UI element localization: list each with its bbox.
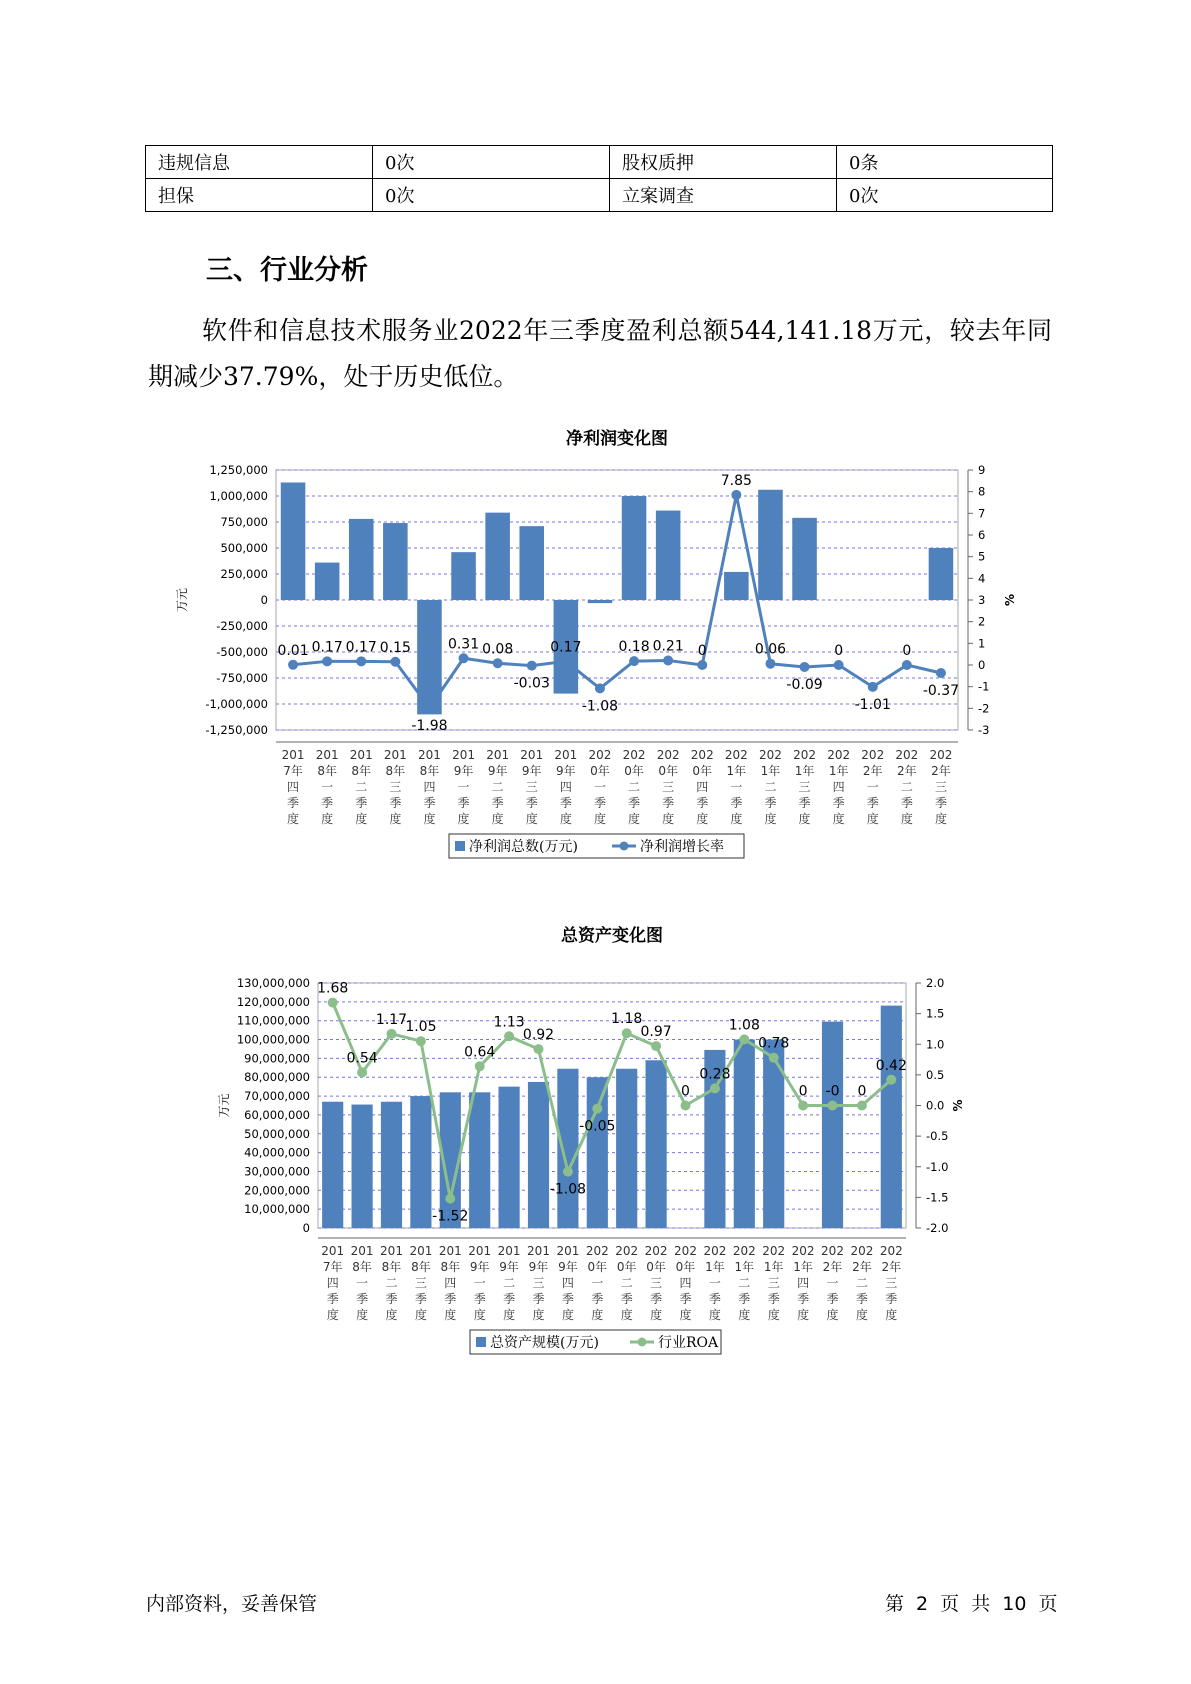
table-row [146, 179, 1053, 212]
line-point [416, 1036, 426, 1046]
bar [656, 511, 681, 600]
chart-title: 总资产变化图 [561, 926, 663, 946]
right-tick-label: 8 [978, 484, 986, 499]
data-label: 0 [697, 643, 707, 659]
line-point [356, 656, 366, 666]
data-label: -0.03 [513, 675, 550, 692]
data-label: 1.13 [493, 1014, 525, 1031]
data-label: -0.05 [579, 1118, 616, 1135]
left-tick-label: 500,000 [220, 541, 268, 555]
left-tick-label: 20,000,000 [244, 1183, 310, 1198]
x-tick-label: 202 2年二季度 [850, 1244, 874, 1322]
line-point [769, 1053, 779, 1063]
right-tick-label: 1.5 [926, 1006, 945, 1021]
x-tick-label: 201 8年一季度 [350, 1244, 374, 1322]
data-label: 0 [681, 1083, 690, 1100]
left-tick-label: 90,000,000 [244, 1051, 310, 1066]
line-point [561, 656, 571, 666]
x-tick-label: 201 7年四季度 [281, 748, 305, 826]
bar [469, 1092, 490, 1228]
line-point [445, 1194, 455, 1204]
legend-bar-swatch [455, 841, 465, 851]
line-point [504, 1031, 514, 1041]
right-axis-label: % [1003, 593, 1017, 607]
line-point [622, 1028, 632, 1038]
x-tick-label: 202 0年二季度 [622, 748, 646, 826]
x-tick-label: 202 1年二季度 [758, 748, 782, 826]
x-tick-label: 202 2年一季度 [861, 748, 885, 826]
net-profit-chart [0, 420, 1191, 880]
data-label: 0.78 [758, 1035, 790, 1052]
bar [528, 1082, 549, 1228]
line-point [534, 1044, 544, 1054]
x-tick-label: 202 1年二季度 [732, 1244, 756, 1322]
bar [557, 1069, 578, 1228]
line-point [595, 683, 605, 693]
data-label: 0.64 [464, 1044, 496, 1061]
line-point [322, 656, 332, 666]
left-axis-label: 万元 [217, 1093, 231, 1118]
x-tick-label: 202 0年三季度 [656, 748, 680, 826]
left-axis-label: 万元 [175, 587, 189, 613]
x-tick-label: 201 9年四季度 [556, 1244, 580, 1322]
right-tick-label: 6 [978, 528, 986, 542]
line-point [681, 1101, 691, 1111]
data-label: 1.68 [317, 980, 349, 997]
bar [451, 552, 476, 600]
right-tick-label: -2 [978, 701, 990, 716]
x-tick-label: 202 0年三季度 [644, 1244, 668, 1322]
right-tick-label: 1 [978, 636, 986, 651]
x-tick-label: 201 9年一季度 [468, 1244, 492, 1322]
data-label: 0.92 [522, 1027, 555, 1044]
line-point [828, 1101, 838, 1111]
right-tick-label: 0.5 [926, 1067, 945, 1082]
bar [281, 482, 306, 600]
right-tick-label: -1 [978, 679, 990, 694]
left-tick-label: 110,000,000 [236, 1013, 310, 1028]
x-tick-label: 202 2年一季度 [821, 1244, 844, 1322]
legend-line-marker [638, 1338, 647, 1347]
line-point [651, 1041, 661, 1051]
right-tick-label: 1.0 [926, 1037, 945, 1052]
data-label: 0.42 [875, 1057, 907, 1074]
line-point [357, 1067, 367, 1077]
data-label: 0.17 [550, 639, 582, 656]
left-tick-label: 130,000,000 [236, 976, 310, 990]
data-label: 0.01 [277, 642, 309, 659]
right-tick-label: 2 [978, 614, 986, 629]
x-tick-label: 202 0年一季度 [585, 1244, 609, 1322]
line-point [834, 660, 844, 670]
table-cell: 0次 [373, 179, 610, 212]
bar [322, 1102, 343, 1228]
table-cell: 0条 [837, 146, 1053, 179]
line-point [765, 659, 775, 669]
bar [383, 523, 408, 600]
line-point [936, 668, 946, 678]
x-tick-label: 201 9年二季度 [486, 748, 510, 826]
left-tick-label: 60,000,000 [244, 1107, 310, 1122]
data-label: 1.17 [375, 1011, 408, 1028]
right-tick-label: -0.5 [926, 1129, 949, 1144]
left-tick-label: 70,000,000 [244, 1089, 310, 1104]
bar [929, 548, 954, 600]
analysis-paragraph: 软件和信息技术服务业2022年三季度盈利总额544,141.18万元，较去年同期减少37.79%，处于历史低位。 [148, 316, 1052, 391]
data-label: 0.21 [652, 638, 684, 655]
x-tick-label: 201 8年二季度 [380, 1244, 403, 1322]
left-tick-label: 750,000 [220, 515, 268, 529]
data-label: 0.17 [311, 639, 343, 656]
info-table [145, 145, 1053, 212]
left-tick-label: 0 [260, 593, 268, 607]
line-point [629, 656, 639, 666]
bar [646, 1060, 667, 1228]
line-point [475, 1061, 485, 1071]
right-axis-label: % [951, 1099, 965, 1112]
data-label: 0 [834, 643, 844, 659]
line-point [328, 998, 338, 1008]
data-label: 1.08 [728, 1017, 760, 1034]
data-label: -1.08 [549, 1181, 587, 1198]
x-tick-label: 202 1年三季度 [793, 748, 817, 826]
x-tick-label: 202 1年四季度 [827, 748, 851, 826]
x-tick-label: 202 0年四季度 [690, 748, 714, 826]
left-tick-label: 50,000,000 [244, 1126, 310, 1141]
bar [381, 1102, 402, 1228]
line-point [288, 660, 298, 670]
bar [349, 519, 374, 600]
data-label: 0.28 [699, 1066, 731, 1083]
line-point [902, 660, 912, 670]
bar [352, 1105, 373, 1228]
data-label: 0.97 [640, 1024, 672, 1041]
x-tick-label: 201 7年四季度 [321, 1244, 345, 1322]
data-label: 7.85 [720, 472, 752, 489]
x-tick-label: 201 9年二季度 [497, 1244, 521, 1322]
line-point [798, 1101, 808, 1111]
bar [792, 518, 817, 600]
right-tick-label: 3 [978, 593, 986, 607]
data-label: 0.17 [345, 639, 377, 656]
x-tick-label: 201 9年四季度 [554, 748, 578, 826]
bar [822, 1022, 843, 1228]
page-number: 第 2 页 共 10 页 [885, 1593, 1058, 1615]
data-label: 0.54 [346, 1050, 378, 1067]
left-tick-label: 80,000,000 [244, 1070, 310, 1085]
table-cell: 违规信息 [146, 146, 373, 179]
data-label: 0 [798, 1083, 808, 1100]
line-point [390, 657, 400, 667]
x-tick-label: 201 8年二季度 [349, 748, 373, 826]
data-label: 0.18 [618, 639, 650, 656]
right-tick-label: -3 [978, 723, 990, 737]
line-point [857, 1101, 867, 1111]
section-title: 三、行业分析 [206, 255, 368, 286]
line-point [886, 1075, 896, 1085]
data-label: 0.15 [379, 639, 411, 656]
right-tick-label: 9 [978, 463, 986, 477]
line-point [663, 655, 673, 665]
line-point [493, 658, 503, 668]
right-tick-label: -2.0 [926, 1221, 949, 1235]
data-label: 0.06 [754, 641, 787, 658]
legend-bar-label: 净利润总数(万元) [469, 839, 578, 855]
data-label: -0.37 [922, 683, 960, 700]
chart-title: 净利润变化图 [566, 429, 668, 449]
line-point [592, 1104, 602, 1114]
x-tick-label: 201 8年三季度 [409, 1244, 433, 1322]
right-tick-label: 4 [978, 571, 986, 586]
x-tick-label: 201 8年一季度 [315, 748, 339, 826]
data-label: -1.08 [581, 698, 619, 715]
left-tick-label: 100,000,000 [236, 1032, 310, 1047]
bar [485, 513, 510, 600]
footer-note: 内部资料，妥善保管 [146, 1593, 318, 1615]
x-tick-label: 202 2年三季度 [929, 748, 953, 826]
x-tick-label: 202 0年四季度 [674, 1244, 697, 1322]
left-tick-label: 1,250,000 [209, 463, 268, 477]
left-tick-label: -250,000 [216, 619, 268, 633]
bar [315, 563, 340, 600]
x-tick-label: 201 8年三季度 [383, 748, 407, 826]
line-point [387, 1029, 397, 1039]
right-tick-label: -1.0 [926, 1159, 949, 1174]
line-point [868, 682, 878, 692]
bar [758, 490, 783, 600]
table-cell: 股权质押 [610, 146, 837, 179]
x-tick-label: 201 8年四季度 [417, 748, 441, 826]
line-point [800, 662, 810, 672]
data-label: -0 [825, 1083, 840, 1100]
x-tick-label: 202 1年三季度 [762, 1244, 786, 1322]
left-tick-label: 250,000 [220, 567, 268, 581]
left-tick-label: 120,000,000 [236, 994, 310, 1009]
table-cell: 0次 [837, 179, 1053, 212]
data-label: 1.05 [405, 1019, 437, 1036]
left-tick-label: 0 [302, 1221, 310, 1235]
data-label: 0.08 [482, 641, 514, 658]
bar [734, 1040, 755, 1228]
data-label: -1.98 [411, 717, 448, 734]
data-label: -1.01 [854, 696, 891, 713]
line-point [697, 660, 707, 670]
right-tick-label: 7 [978, 506, 986, 521]
right-tick-label: 5 [978, 549, 986, 564]
x-tick-label: 202 1年四季度 [791, 1244, 815, 1322]
bar [881, 1006, 902, 1228]
table-cell: 担保 [146, 179, 373, 212]
legend-bar-swatch [476, 1337, 486, 1347]
bar [616, 1069, 637, 1228]
x-tick-label: 202 2年二季度 [895, 748, 919, 826]
left-tick-label: 1,000,000 [209, 489, 268, 503]
bar [499, 1087, 520, 1228]
bar [587, 1077, 608, 1228]
data-label: 0.31 [447, 636, 480, 653]
x-tick-label: 201 8年四季度 [438, 1244, 462, 1322]
bar [588, 600, 613, 603]
x-tick-label: 202 0年一季度 [588, 748, 612, 826]
legend-line-label: 行业ROA [658, 1335, 719, 1351]
left-tick-label: -500,000 [216, 645, 268, 659]
data-label: 1.18 [611, 1011, 643, 1028]
line-point [563, 1167, 573, 1177]
total-assets-chart [0, 918, 1191, 1388]
right-tick-label: 2.0 [926, 976, 945, 990]
right-tick-label: 0.0 [926, 1098, 945, 1113]
x-tick-label: 202 1年一季度 [724, 748, 748, 826]
line-point [459, 653, 469, 663]
data-label: 0 [902, 643, 912, 659]
left-tick-label: 10,000,000 [244, 1202, 310, 1217]
bar [622, 496, 647, 600]
left-tick-label: 40,000,000 [244, 1145, 310, 1160]
line-point [424, 703, 434, 713]
table-cell: 0次 [373, 146, 610, 179]
bar [410, 1096, 431, 1228]
bar [519, 526, 544, 600]
right-tick-label: -1.5 [926, 1190, 949, 1205]
legend-line-label: 净利润增长率 [640, 839, 724, 855]
table-row [146, 146, 1053, 179]
x-tick-label: 201 9年一季度 [452, 748, 476, 826]
data-label: 0 [857, 1083, 867, 1100]
legend-bar-label: 总资产规模(万元) [490, 1335, 599, 1351]
line-point [710, 1083, 720, 1093]
line-point [527, 661, 537, 671]
left-tick-label: 30,000,000 [244, 1164, 310, 1179]
line-point [731, 490, 741, 500]
data-label: -0.09 [786, 676, 823, 693]
data-label: -1.52 [432, 1208, 469, 1225]
left-tick-label: -750,000 [216, 671, 268, 685]
bar [724, 572, 749, 600]
line-point [739, 1034, 749, 1044]
x-tick-label: 202 2年三季度 [879, 1244, 903, 1322]
x-tick-label: 202 0年二季度 [615, 1244, 639, 1322]
x-tick-label: 202 1年一季度 [703, 1244, 727, 1322]
right-tick-label: 0 [978, 658, 986, 672]
table-cell: 立案调查 [610, 179, 837, 212]
legend-line-marker [620, 842, 629, 851]
left-tick-label: -1,000,000 [205, 697, 268, 711]
x-tick-label: 201 9年三季度 [520, 748, 544, 826]
left-tick-label: -1,250,000 [205, 723, 268, 737]
x-tick-label: 201 9年三季度 [527, 1244, 550, 1322]
